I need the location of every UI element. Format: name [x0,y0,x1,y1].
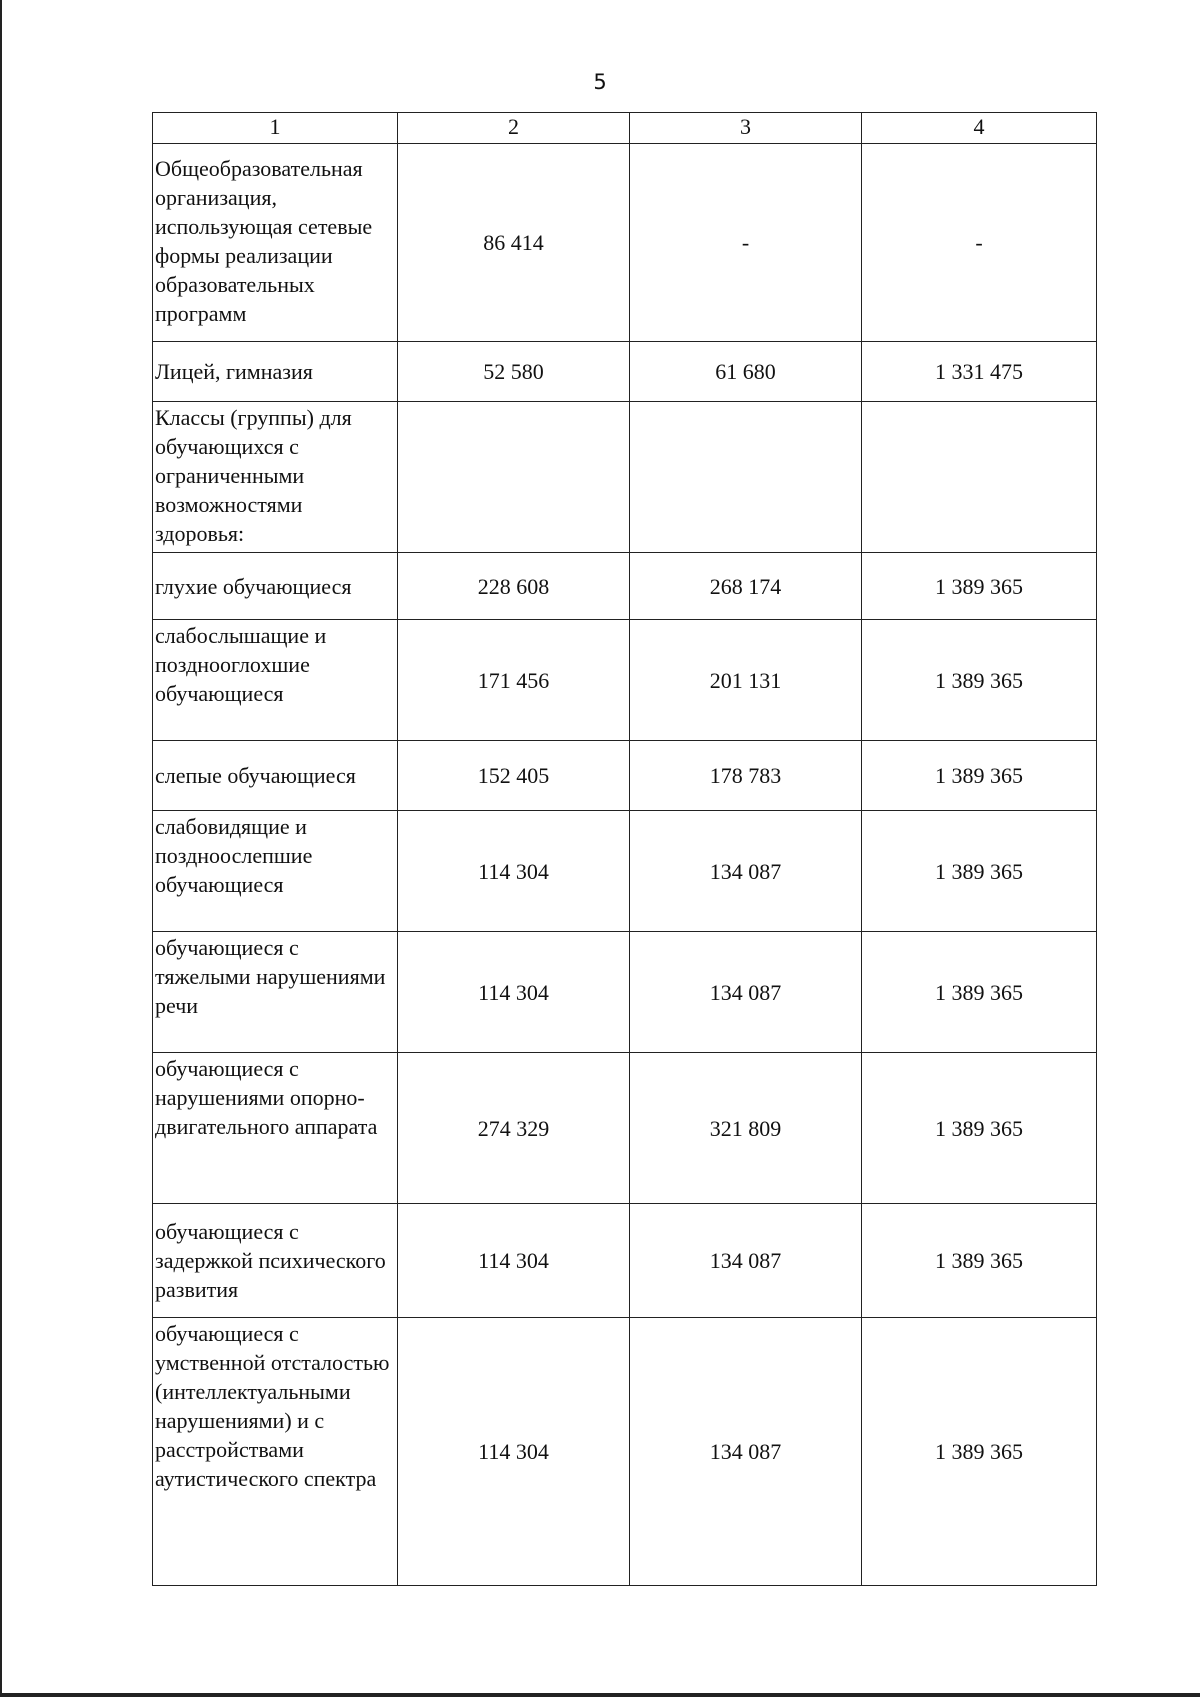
table-row [153,402,1097,553]
table-header-row [153,113,1097,144]
cell-col4: 1 389 365 [862,1204,1097,1318]
table-row [153,932,1097,1053]
cell-col3: 134 087 [630,932,862,1053]
column-header: 3 [630,113,862,144]
cell-col2: 114 304 [398,932,630,1053]
cell-col3: 134 087 [630,1204,862,1318]
data-table [152,112,1097,1586]
cell-col3: 321 809 [630,1053,862,1204]
table-row [153,342,1097,402]
table-row [153,1204,1097,1318]
cell-col4: 1 331 475 [862,342,1097,402]
cell-col4: 1 389 365 [862,741,1097,811]
cell-col4: 1 389 365 [862,620,1097,741]
cell-col4: 1 389 365 [862,1053,1097,1204]
row-label: слабовидящие и поздноослепшие обучающиеся [153,811,398,932]
cell-col4: 1 389 365 [862,1318,1097,1586]
cell-col4: 1 389 365 [862,932,1097,1053]
cell-col2 [398,402,630,553]
cell-col2: 114 304 [398,1204,630,1318]
cell-col3 [630,402,862,553]
row-label: Лицей, гимназия [153,342,398,402]
scan-edge-bottom [0,1693,1200,1697]
row-label: Общеобразовательная организация, использующая сетевые формы реализации образовательных программ [153,144,398,342]
row-label: обучающиеся с умственной отсталостью (интеллектуальными нарушениями) и с расстройствами аутистического спектра [153,1318,398,1586]
cell-col3: - [630,144,862,342]
cell-col3: 201 131 [630,620,862,741]
cell-col3: 178 783 [630,741,862,811]
cell-col4: 1 389 365 [862,811,1097,932]
row-label: Классы (группы) для обучающихся с ограниченными возможностями здоровья: [153,402,398,553]
row-label: слабослышащие и позднооглохшие обучающиеся [153,620,398,741]
cell-col3: 134 087 [630,811,862,932]
cell-col3: 134 087 [630,1318,862,1586]
column-header: 1 [153,113,398,144]
cell-col4: 1 389 365 [862,553,1097,620]
cell-col2: 114 304 [398,1318,630,1586]
cell-col2: 114 304 [398,811,630,932]
column-header: 2 [398,113,630,144]
column-header: 4 [862,113,1097,144]
table-row [153,620,1097,741]
row-label: глухие обучающиеся [153,553,398,620]
row-label: обучающиеся с нарушениями опорно-двигательного аппарата [153,1053,398,1204]
row-label: обучающиеся с задержкой психического развития [153,1204,398,1318]
cell-col3: 268 174 [630,553,862,620]
scan-edge-left [0,0,2,1697]
table-row [153,553,1097,620]
cell-col4 [862,402,1097,553]
page-number: 5 [593,70,607,94]
cell-col2: 86 414 [398,144,630,342]
row-label: обучающиеся с тяжелыми нарушениями речи [153,932,398,1053]
table-row [153,811,1097,932]
table-row [153,144,1097,342]
cell-col2: 171 456 [398,620,630,741]
cell-col2: 274 329 [398,1053,630,1204]
row-label: слепые обучающиеся [153,741,398,811]
cell-col2: 52 580 [398,342,630,402]
cell-col3: 61 680 [630,342,862,402]
cell-col2: 152 405 [398,741,630,811]
cell-col2: 228 608 [398,553,630,620]
table-row [153,741,1097,811]
cell-col4: - [862,144,1097,342]
table-row [153,1053,1097,1204]
table-row [153,1318,1097,1586]
